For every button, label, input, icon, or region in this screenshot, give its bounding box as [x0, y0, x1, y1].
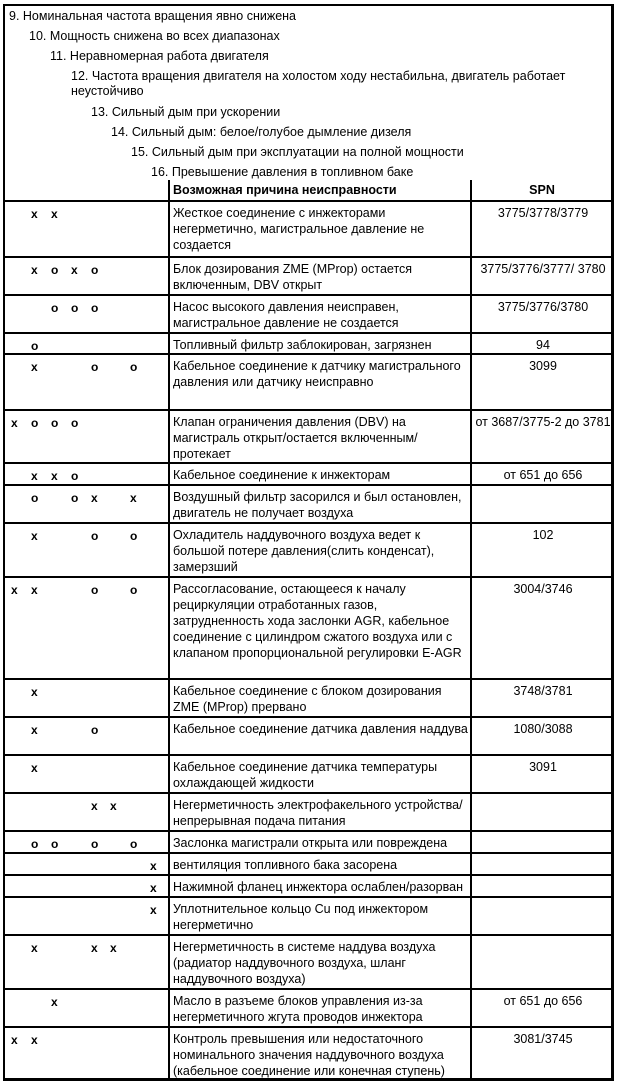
- mark-symptom-13: o: [91, 583, 99, 597]
- mark-symptom-10: x: [31, 469, 38, 483]
- spn-cell: 94: [536, 338, 550, 352]
- table-row: [3, 852, 614, 874]
- mark-symptom-13: o: [91, 263, 99, 277]
- spn-cell: 102: [532, 528, 554, 542]
- mark-symptom-11: o: [51, 263, 59, 277]
- cause-cell: Клапан ограничения давления (DBV) на магистраль открыт/остается включенным/протекает: [173, 415, 418, 461]
- mark-symptom-10: x: [31, 941, 38, 955]
- cause-cell: Негерметичность электрофакельного устройства/непрерывная подача питания: [173, 798, 463, 828]
- mark-symptom-14: x: [110, 941, 117, 955]
- mark-symptom-10: x: [31, 360, 38, 374]
- mark-symptom-13: x: [91, 491, 98, 505]
- table-row: [3, 792, 614, 830]
- mark-symptom-10: x: [31, 685, 38, 699]
- table-row: [3, 332, 614, 353]
- mark-symptom-9: x: [11, 583, 18, 597]
- table-row: [3, 409, 614, 462]
- table-row: [3, 678, 614, 716]
- table-row: [3, 988, 614, 1026]
- spn-cell: от 651 до 656: [503, 994, 583, 1008]
- spn-cell: 3081/3745: [513, 1032, 573, 1046]
- mark-symptom-9: x: [11, 1033, 18, 1047]
- spn-cell: от 3687/3775-2 до 3781: [475, 415, 611, 429]
- mark-symptom-13: o: [91, 837, 99, 851]
- mark-symptom-11: o: [51, 416, 59, 430]
- mark-symptom-12: o: [71, 491, 79, 505]
- symptom-15: 15. Сильный дым при эксплуатации на полной мощности: [131, 145, 464, 159]
- table-row: [3, 484, 614, 522]
- table-row: [3, 874, 614, 896]
- mark-symptom-9: x: [11, 416, 18, 430]
- mark-symptom-11: x: [51, 469, 58, 483]
- mark-symptom-15: o: [130, 837, 138, 851]
- mark-symptom-15: x: [130, 491, 137, 505]
- mark-symptom-12: o: [71, 416, 79, 430]
- symptom-16: 16. Превышение давления в топливном баке: [151, 165, 414, 179]
- cause-cell: Топливный фильтр заблокирован, загрязнен: [173, 338, 432, 352]
- header-cause: Возможная причина неисправности: [173, 183, 397, 197]
- mark-symptom-11: x: [51, 207, 58, 221]
- spn-cell: 3004/3746: [513, 582, 573, 596]
- mark-symptom-14: x: [110, 799, 117, 813]
- table-row: [3, 934, 614, 988]
- symptom-11: 11. Неравномерная работа двигателя: [50, 49, 269, 63]
- cause-cell: Насос высокого давления неисправен, магистральное давление не создается: [173, 300, 399, 330]
- cause-cell: вентиляция топливного бака засорена: [173, 858, 398, 872]
- spn-cell: 1080/3088: [513, 722, 573, 736]
- mark-symptom-16: x: [150, 881, 157, 895]
- table-row: [3, 576, 614, 678]
- table-row: [3, 353, 614, 409]
- spn-cell: 3775/3776/3780: [497, 300, 589, 314]
- mark-symptom-13: o: [91, 301, 99, 315]
- header-spn: SPN: [529, 183, 555, 197]
- mark-symptom-16: x: [150, 903, 157, 917]
- mark-symptom-10: x: [31, 1033, 38, 1047]
- table-row: [3, 1026, 614, 1081]
- mark-symptom-15: o: [130, 360, 138, 374]
- mark-symptom-13: o: [91, 529, 99, 543]
- mark-symptom-13: o: [91, 723, 99, 737]
- cause-cell: Блок дозирования ZME (MProp) остается включенным, DBV открыт: [173, 262, 413, 292]
- mark-symptom-16: x: [150, 859, 157, 873]
- table-row: [3, 522, 614, 576]
- mark-symptom-13: o: [91, 360, 99, 374]
- symptom-9: 9. Номинальная частота вращения явно снижена: [9, 9, 297, 23]
- mark-symptom-10: x: [31, 583, 38, 597]
- mark-symptom-10: x: [31, 723, 38, 737]
- mark-symptom-10: o: [31, 416, 39, 430]
- symptom-14: 14. Сильный дым: белое/голубое дымление дизеля: [111, 125, 412, 139]
- spn-cell: 3091: [529, 760, 557, 774]
- mark-symptom-11: x: [51, 995, 58, 1009]
- mark-symptom-12: x: [71, 263, 78, 277]
- mark-symptom-13: x: [91, 799, 98, 813]
- cause-cell: Жесткое соединение с инжекторами негерметично, магистральное давление не создается: [173, 206, 425, 252]
- table-row: [3, 716, 614, 754]
- cause-cell: Кабельное соединение датчика давления наддува: [173, 722, 468, 736]
- cause-cell: Нажимной фланец инжектора ослаблен/разорван: [173, 880, 463, 894]
- table-row: [3, 754, 614, 792]
- cause-cell: Воздушный фильтр засорился и был остановлен, двигатель не получает воздуха: [173, 490, 462, 520]
- mark-symptom-10: x: [31, 761, 38, 775]
- spn-cell: 3775/3776/3777/ 3780: [480, 262, 606, 276]
- cause-cell: Кабельное соединение датчика температуры охлаждающей жидкости: [173, 760, 438, 790]
- spn-cell: 3099: [529, 359, 557, 373]
- mark-symptom-15: o: [130, 583, 138, 597]
- mark-symptom-10: x: [31, 263, 38, 277]
- table-row: [3, 830, 614, 852]
- table-row: [3, 200, 614, 256]
- cause-cell: Кабельное соединение к датчику магистрального давления или датчику неисправно: [173, 359, 461, 389]
- table-row: [3, 256, 614, 294]
- table-row: [3, 294, 614, 332]
- cause-cell: Уплотнительное кольцо Cu под инжектором негерметично: [173, 902, 429, 932]
- mark-symptom-11: o: [51, 837, 59, 851]
- mark-symptom-15: o: [130, 529, 138, 543]
- spn-cell: 3775/3778/3779: [497, 206, 589, 220]
- cause-cell: Рассогласование, остающееся к началу рециркуляции отработанных газов, затрудненность хода заслонки AGR, кабельное соединение с цилиндром сжатого воздуха или с клапаном пропорциональной регулировки E-AGR: [173, 582, 462, 660]
- spn-cell: от 651 до 656: [503, 468, 583, 482]
- spn-cell: 3748/3781: [513, 684, 573, 698]
- mark-symptom-10: x: [31, 529, 38, 543]
- cause-cell: Кабельное соединение с блоком дозирования ZME (MProp) прервано: [173, 684, 442, 714]
- mark-symptom-10: o: [31, 491, 39, 505]
- symptom-13: 13. Сильный дым при ускорении: [91, 105, 281, 119]
- mark-symptom-13: x: [91, 941, 98, 955]
- mark-symptom-11: o: [51, 301, 59, 315]
- cause-cell: Контроль превышения или недостаточного номинального значения наддувочного воздуха (кабельное соединение или конечная ступень): [173, 1032, 445, 1078]
- cause-cell: Негерметичность в системе наддува воздуха (радиатор наддувочного воздуха, шланг наддувочного воздуха): [173, 940, 436, 986]
- symptom-12: 12. Частота вращения двигателя на холостом ходу нестабильна, двигатель работает неустойчиво: [71, 69, 566, 98]
- symptom-10: 10. Мощность снижена во всех диапазонах: [29, 29, 280, 43]
- table-row: [3, 462, 614, 484]
- mark-symptom-12: o: [71, 469, 79, 483]
- cause-cell: Кабельное соединение к инжекторам: [173, 468, 391, 482]
- mark-symptom-12: o: [71, 301, 79, 315]
- cause-cell: Охладитель наддувочного воздуха ведет к большой потере давления(слить конденсат), замерзший: [173, 528, 435, 574]
- table-row: [3, 896, 614, 934]
- mark-symptom-10: o: [31, 837, 39, 851]
- mark-symptom-10: o: [31, 339, 39, 353]
- mark-symptom-10: x: [31, 207, 38, 221]
- cause-cell: Масло в разъеме блоков управления из-за негерметичного жгута проводов инжектора: [173, 994, 423, 1024]
- cause-cell: Заслонка магистрали открыта или повреждена: [173, 836, 448, 850]
